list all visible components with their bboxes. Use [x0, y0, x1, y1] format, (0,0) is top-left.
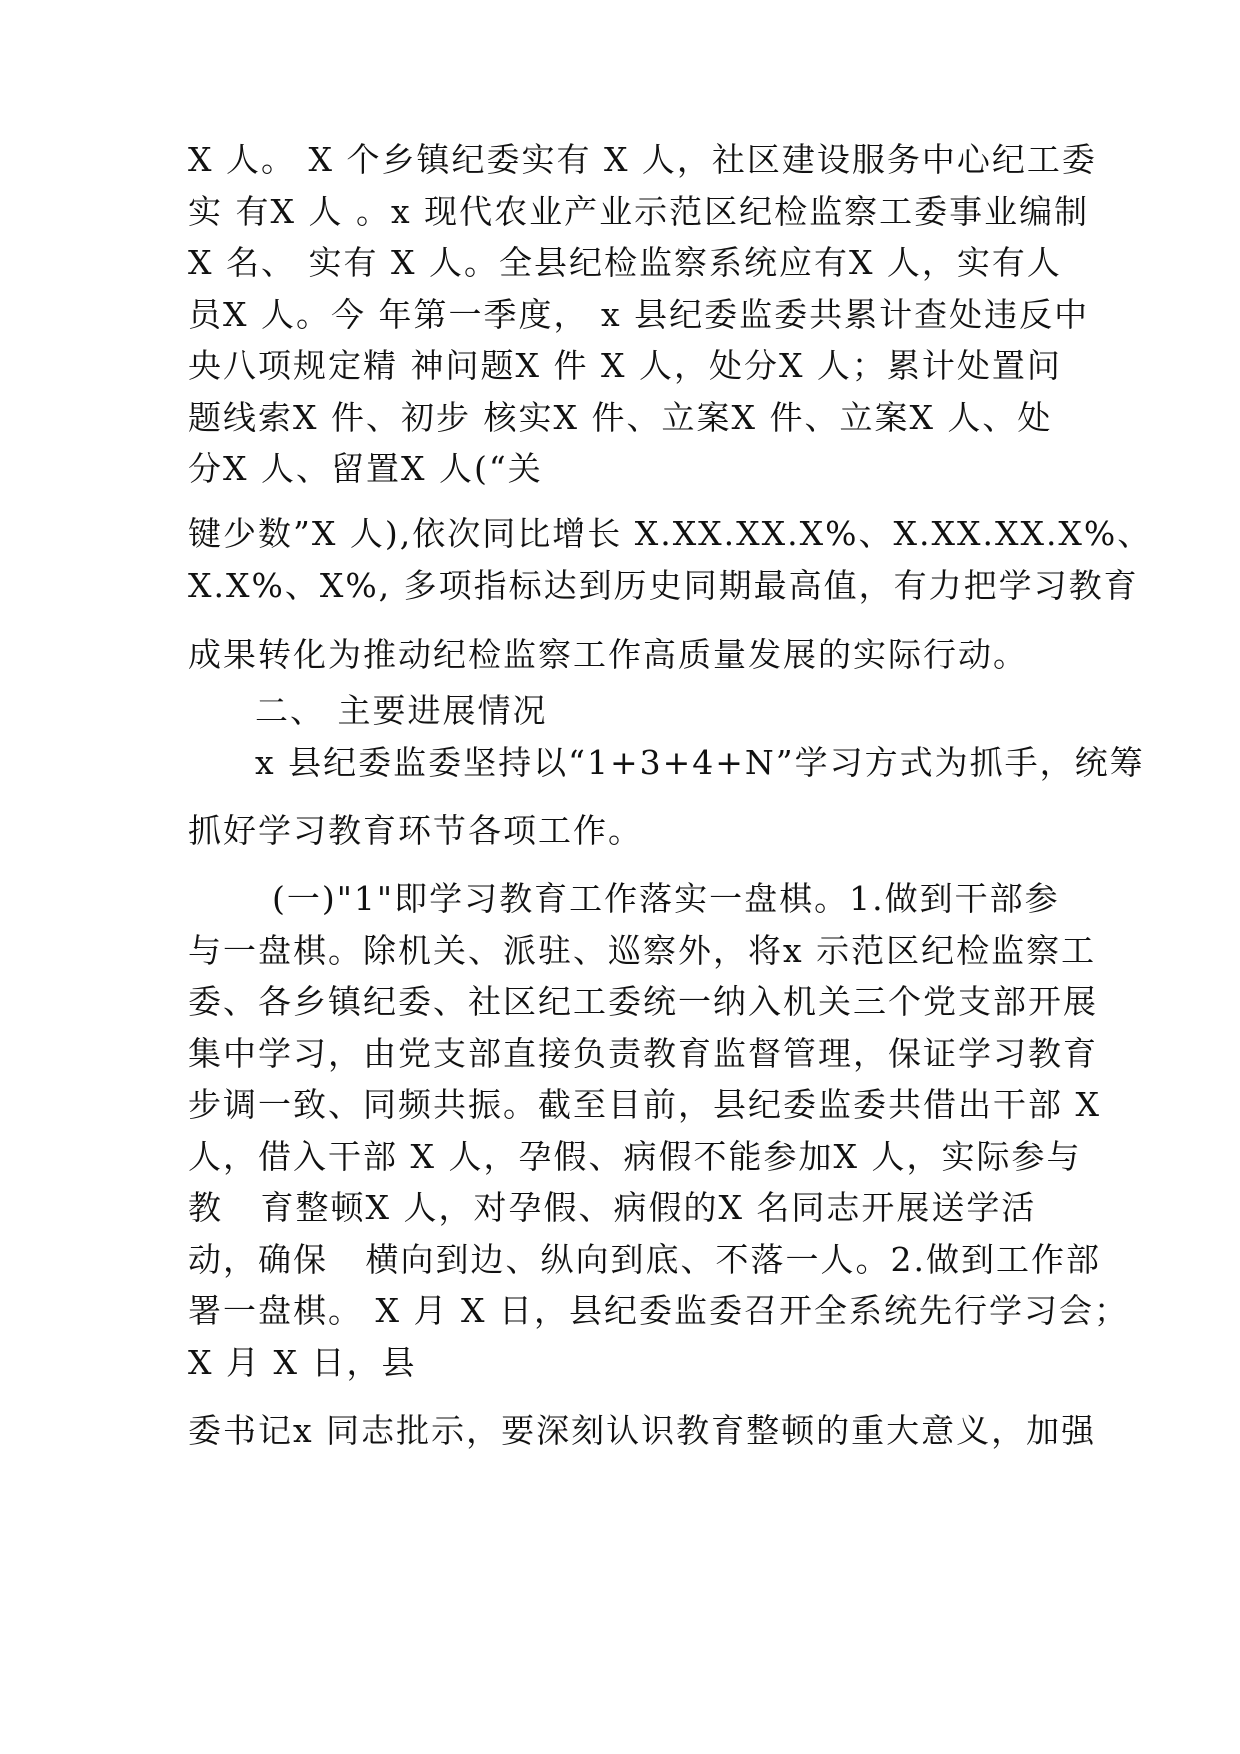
- body-text-line: 键少数”X 人),依次同比增长 X.XX.XX.X%、X.XX.XX.X%、: [188, 514, 1153, 553]
- body-text-line: 委、各乡镇纪委、社区纪工委统一纳入机关三个党支部开展: [188, 982, 1098, 1021]
- body-text-line: X 名、 实有 X 人。全县纪检监察系统应有X 人，实有人: [188, 243, 1062, 282]
- body-text-line: 分X 人、留置X 人(“关: [188, 449, 543, 488]
- body-text-line: 教 育整顿X 人，对孕假、病假的X 名同志开展送学活: [188, 1188, 1037, 1227]
- body-text-line: x 县纪委监委坚持以“1+3+4+N”学习方式为抓手，统筹: [255, 743, 1145, 782]
- body-text-line: 委书记x 同志批示，要深刻认识教育整顿的重大意义，加强: [188, 1411, 1097, 1450]
- body-text-line: 抓好学习教育环节各项工作。: [188, 811, 643, 850]
- body-text-line: 成果转化为推动纪检监察工作高质量发展的实际行动。: [188, 635, 1028, 674]
- body-text-line: X 人。 X 个乡镇纪委实有 X 人，社区建设服务中心纪工委: [188, 140, 1097, 179]
- body-text-line: 实 有X 人 。x 现代农业产业示范区纪检监察工委事业编制: [188, 192, 1090, 231]
- body-text-line: 题线索X 件、初步 核实X 件、立案X 件、立案X 人、处: [188, 398, 1053, 437]
- body-text-line: 动，确保 横向到边、纵向到底、不落一人。2.做到工作部: [188, 1240, 1101, 1279]
- body-text-line: 步调一致、同频共振。截至目前，县纪委监委共借出干部 X: [188, 1085, 1101, 1124]
- body-text-line: 人，借入干部 X 人，孕假、病假不能参加X 人，实际参与: [188, 1137, 1082, 1176]
- section-heading: 二、 主要进展情况: [255, 691, 548, 730]
- body-text-line: 与一盘棋。除机关、派驻、巡察外，将x 示范区纪检监察工: [188, 931, 1097, 970]
- body-text-line: 员X 人。今 年第一季度， x 县纪委监委共累计查处违反中: [188, 295, 1090, 334]
- body-text-line: X.X%、X%, 多项指标达到历史同期最高值，有力把学习教育: [188, 566, 1139, 605]
- body-text-line: 央八项规定精 神问题X 件 X 人，处分X 人；累计处置问: [188, 346, 1062, 385]
- subsection-heading: (一)"1"即学习教育工作落实一盘棋。1.做到干部参: [272, 879, 1060, 918]
- body-text-line: X 月 X 日，县: [188, 1343, 417, 1382]
- body-text-line: 署一盘棋。 X 月 X 日，县纪委监委召开全系统先行学习会；: [188, 1291, 1129, 1330]
- body-text-line: 集中学习，由党支部直接负责教育监督管理，保证学习教育: [188, 1034, 1098, 1073]
